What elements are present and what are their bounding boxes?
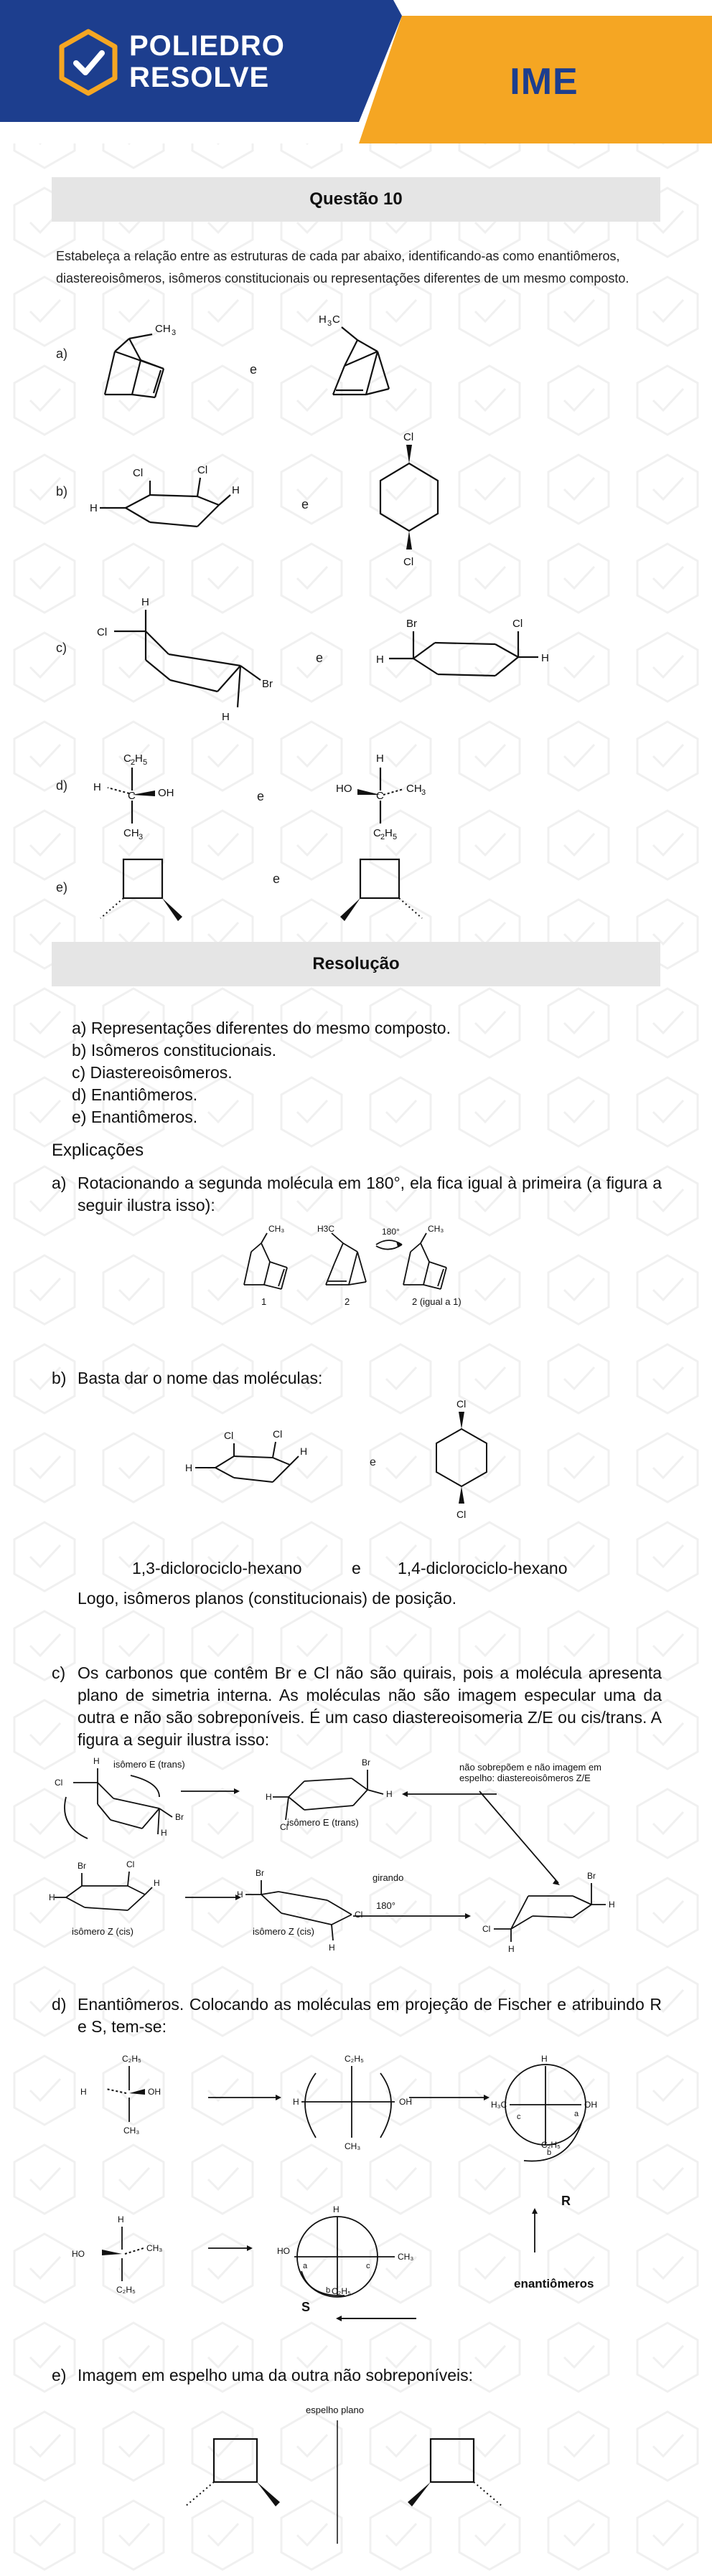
fig-d-S: S (301, 2300, 311, 2314)
svg-text:C₂H₅: C₂H₅ (116, 2285, 136, 2295)
svg-text:CH: CH (406, 783, 422, 795)
svg-text:C: C (373, 827, 381, 839)
svg-text:HO: HO (72, 2249, 85, 2259)
svg-text:CH₃: CH₃ (123, 2126, 140, 2136)
svg-text:Cl: Cl (456, 1509, 467, 1520)
fig-a-label3: 2 (igual a 1) (412, 1296, 462, 1307)
norbornene-molecule-1 (86, 308, 201, 409)
svg-text:3: 3 (139, 833, 144, 841)
fig-a-label2: 2 (345, 1296, 350, 1307)
svg-text:3: 3 (172, 329, 177, 337)
svg-text:H: H (93, 1756, 100, 1766)
explanation-d (52, 1994, 662, 2038)
svg-text:CH₃: CH₃ (146, 2243, 163, 2253)
fig-b-name2: 1,4-diclorociclo-hexano (398, 1559, 568, 1577)
svg-text:C₂H₅: C₂H₅ (345, 2054, 364, 2064)
svg-text:H: H (385, 827, 393, 839)
explanation-d-text: Enantiômeros. Colocando as moléculas em projeção de Fischer e atribuindo R e S, tem-se: (78, 1995, 662, 2036)
fig-a-ch3: CH₃ (268, 1224, 285, 1234)
svg-text:Br: Br (262, 678, 273, 690)
svg-text:CH₃: CH₃ (398, 2252, 414, 2262)
exam-tag: IME (510, 61, 578, 103)
svg-text:CH₃: CH₃ (345, 2141, 361, 2151)
svg-text:2: 2 (380, 833, 385, 841)
fig-b-14-molecule (422, 1392, 501, 1535)
svg-text:Br: Br (406, 618, 417, 630)
answer-e: e) Enantiômeros. (72, 1108, 198, 1126)
dimethylcyclobutane-molecule-1 (93, 854, 194, 933)
question-statement: Estabeleça a relação entre as estruturas de cada par abaixo, identificando-as como enantiômeros, diastereoisômeros, isômeros constitucionais ou representações diferentes de um mesmo composto. (56, 249, 629, 286)
svg-text:Cl: Cl (280, 1822, 289, 1832)
svg-text:Cl: Cl (403, 556, 414, 568)
svg-text:CH₃: CH₃ (428, 1224, 444, 1234)
fig-e-mirror-label: espelho plano (306, 2405, 364, 2415)
svg-text:OH: OH (399, 2097, 412, 2107)
explanation-d-label: d) (52, 1995, 67, 2014)
svg-text:3: 3 (421, 788, 426, 797)
svg-text:5: 5 (393, 833, 398, 841)
item-d-conjunction: e (257, 789, 265, 803)
svg-text:Cl: Cl (482, 1924, 491, 1934)
svg-text:Cl: Cl (133, 467, 144, 479)
svg-text:H: H (508, 1944, 515, 1954)
resolution-title: Resolução (52, 942, 660, 986)
svg-text:OH: OH (158, 787, 174, 799)
explanation-c-label: c) (52, 1664, 66, 1682)
svg-text:H: H (141, 596, 149, 608)
svg-text:H: H (300, 1445, 308, 1457)
svg-text:Cl: Cl (197, 464, 208, 476)
fig-a-rotation: 180° (382, 1227, 400, 1237)
svg-text:OH: OH (148, 2087, 161, 2097)
svg-text:H: H (232, 484, 240, 496)
svg-text:HO: HO (336, 783, 352, 795)
explanations-title: Explicações (52, 1141, 144, 1160)
answer-b: b) Isômeros constitucionais. (72, 1041, 277, 1060)
fig-e-mirror-figure (172, 2417, 531, 2547)
answer-c: c) Diastereoisômeros. (72, 1063, 233, 1082)
svg-text:H: H (333, 2204, 339, 2214)
item-a-letter: a) (56, 346, 68, 361)
item-a-conjunction: e (250, 362, 258, 377)
svg-text:Cl: Cl (97, 626, 108, 638)
svg-text:b: b (326, 2286, 331, 2295)
svg-text:H: H (541, 2054, 548, 2064)
svg-text:c: c (366, 2262, 370, 2270)
cyclohexane-z-molecule (359, 603, 560, 710)
fig-d-fischer-projections (65, 2044, 639, 2353)
svg-text:H: H (154, 1878, 160, 1888)
explanation-b-label: b) (52, 1369, 67, 1387)
svg-text:CH: CH (155, 323, 171, 335)
explanation-b (52, 1367, 662, 1390)
fig-a-h3c: H3C (317, 1224, 335, 1234)
explanation-b-text: Basta dar o nome das moléculas: (78, 1369, 323, 1387)
svg-text:H: H (541, 652, 549, 664)
fig-b-conjunction: e (370, 1456, 376, 1468)
svg-text:Cl: Cl (273, 1428, 283, 1440)
fig-c-isomer-z-label: isômero Z (cis) (72, 1926, 134, 1937)
fig-d-enantiomers: enantiômeros (514, 2277, 594, 2290)
explanation-e-text: Imagem em espelho uma da outra não sobreponíveis: (78, 2366, 474, 2384)
svg-text:b: b (547, 2148, 552, 2157)
svg-text:Cl: Cl (355, 1910, 363, 1920)
svg-text:H: H (161, 1828, 167, 1838)
fig-c-note: não sobrepõem e não imagem em espelho: diastereoisômeros Z/E (459, 1762, 602, 1783)
fig-b-conclusion: Logo, isômeros planos (constitucionais) de posição. (78, 1589, 457, 1608)
fig-b-13-molecule (184, 1428, 320, 1499)
chiral-molecule-2 (323, 746, 459, 846)
svg-text:H: H (329, 1943, 335, 1953)
svg-text:H: H (80, 2087, 87, 2097)
dimethylcyclobutane-molecule-2 (330, 854, 431, 933)
question-title: Questão 10 (52, 177, 660, 222)
explanation-c (52, 1662, 662, 1751)
fig-b-name-conjunction: e (352, 1559, 361, 1577)
logo-icon (56, 27, 121, 98)
svg-text:C₂H₅: C₂H₅ (541, 2140, 561, 2150)
fig-c-diagram (49, 1754, 662, 1969)
svg-text:Br: Br (587, 1871, 596, 1881)
svg-text:H: H (376, 752, 384, 765)
svg-text:Cl: Cl (55, 1778, 63, 1788)
svg-text:3: 3 (327, 319, 332, 328)
fig-c-isomer-e-label: isômero E (trans) (113, 1759, 185, 1770)
item-b-letter: b) (56, 484, 68, 499)
svg-text:C: C (376, 790, 384, 802)
explanation-e-label: e) (52, 2366, 67, 2384)
svg-text:c: c (517, 2113, 521, 2121)
svg-text:H: H (185, 1462, 193, 1473)
fig-c-angle: 180° (376, 1900, 395, 1911)
item-e-conjunction: e (273, 872, 281, 886)
svg-text:H: H (319, 313, 327, 326)
svg-text:Cl: Cl (403, 431, 414, 443)
chiral-molecule-1 (86, 746, 208, 846)
fig-c-isomer-z-label2: isômero Z (cis) (253, 1926, 314, 1937)
item-d-letter: d) (56, 778, 68, 793)
answer-a: a) Representações diferentes do mesmo composto. (72, 1019, 451, 1037)
answers-list (72, 1017, 451, 1128)
svg-text:a: a (574, 2110, 579, 2118)
fig-b-name1: 1,3-diclorociclo-hexano (132, 1559, 302, 1577)
svg-text:Cl: Cl (456, 1398, 467, 1410)
svg-text:OH: OH (584, 2100, 597, 2110)
svg-text:Br: Br (78, 1861, 86, 1871)
svg-text:H: H (93, 781, 101, 793)
svg-text:Br: Br (256, 1868, 264, 1878)
item-e-letter: e) (56, 880, 68, 895)
svg-text:2: 2 (131, 758, 136, 767)
svg-text:H₃C: H₃C (491, 2100, 507, 2110)
svg-text:Br: Br (175, 1812, 184, 1822)
svg-text:C₂H₅: C₂H₅ (332, 2286, 351, 2296)
fig-d-R: R (561, 2194, 571, 2208)
dichlorocyclohexane-13-molecule (90, 459, 255, 545)
answer-d: d) Enantiômeros. (72, 1085, 198, 1104)
svg-text:H: H (135, 752, 143, 765)
explanation-c-text: Os carbonos que contêm Br e Cl não são quirais, pois a molécula apresenta plano de simetria interna. As moléculas não são imagem especular uma da outra e não são sobreponíveis. É um caso diastereoisomeria Z/E ou cis/trans. A figura a seguir ilustra isso: (78, 1664, 662, 1749)
svg-text:H: H (386, 1789, 393, 1799)
item-c-conjunction: e (316, 651, 324, 665)
fig-a-label1: 1 (261, 1296, 267, 1307)
svg-text:HO: HO (277, 2246, 290, 2256)
svg-text:Br: Br (362, 1758, 370, 1768)
item-c-letter: c) (56, 641, 67, 655)
svg-text:H: H (376, 654, 384, 666)
svg-text:Cl: Cl (512, 618, 523, 630)
svg-text:5: 5 (143, 758, 148, 767)
svg-text:H: H (237, 1889, 243, 1900)
svg-text:H: H (90, 502, 98, 514)
svg-text:H: H (609, 1900, 615, 1910)
norbornene-molecule-2 (309, 308, 423, 409)
explanation-a (52, 1172, 662, 1217)
brand-name-line1: POLIEDRO (129, 30, 285, 62)
rotation-figure (230, 1223, 488, 1316)
fig-c-isomer-e-label2: isômero E (trans) (287, 1817, 359, 1828)
explanation-a-text: Rotacionando a segunda molécula em 180°, ela fica igual à primeira (a figura a seguir ilustra isso): (78, 1174, 662, 1214)
fig-c-rotating: girando (373, 1872, 404, 1883)
svg-text:a: a (303, 2262, 308, 2270)
dichlorocyclohexane-14-molecule (366, 423, 452, 581)
page-header (0, 0, 712, 143)
explanation-a-label: a) (52, 1174, 67, 1192)
svg-text:Cl: Cl (126, 1859, 135, 1869)
svg-text:H: H (293, 2097, 299, 2107)
svg-text:H: H (266, 1792, 272, 1802)
svg-text:H: H (49, 1892, 55, 1902)
svg-text:C: C (123, 752, 131, 765)
brand-name-line2: RESOLVE (129, 62, 270, 93)
svg-text:H: H (222, 711, 230, 723)
svg-text:Cl: Cl (224, 1430, 234, 1441)
svg-text:C: C (332, 313, 340, 326)
svg-text:H: H (118, 2214, 124, 2224)
explanation-e (52, 2364, 662, 2387)
svg-text:CH: CH (123, 827, 139, 839)
svg-text:C₂H₅: C₂H₅ (122, 2054, 141, 2064)
cyclohexane-e-molecule (90, 588, 284, 725)
svg-text:C: C (128, 790, 136, 802)
item-b-conjunction: e (301, 497, 309, 511)
